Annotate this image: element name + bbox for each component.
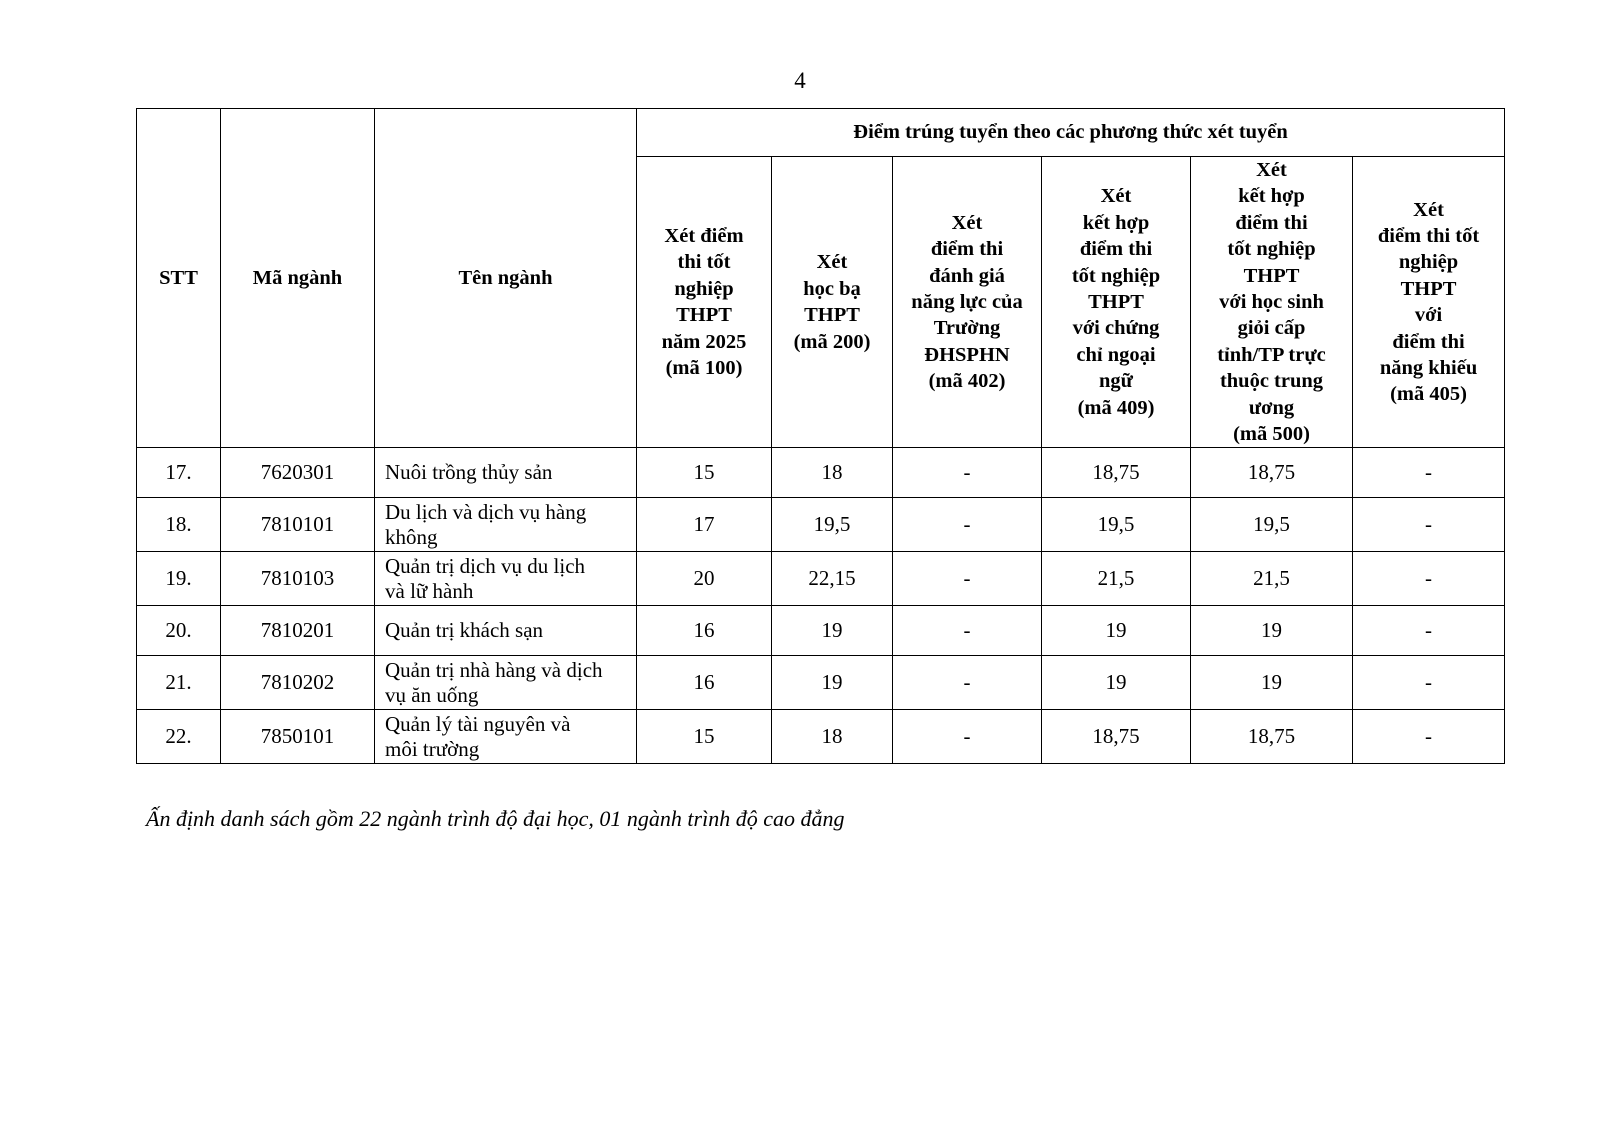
score-method-405: -	[1353, 606, 1505, 656]
score-method-402: -	[893, 710, 1042, 764]
row-stt: 21.	[137, 656, 221, 710]
score-method-200: 19	[772, 656, 893, 710]
score-method-200: 19,5	[772, 498, 893, 552]
score-method-100: 20	[637, 552, 772, 606]
row-stt: 20.	[137, 606, 221, 656]
header-major-code: Mã ngành	[221, 109, 375, 448]
score-method-200: 19	[772, 606, 893, 656]
header-method-100: Xét điểm thi tốt nghiệp THPT năm 2025 (mã 100)	[637, 157, 772, 448]
header-method-500: Xét kết hợp điểm thi tốt nghiệp THPT với học sinh giỏi cấp tỉnh/TP trực thuộc trung ương (mã 500)	[1191, 157, 1353, 448]
row-major-code: 7620301	[221, 448, 375, 498]
header-stt: STT	[137, 109, 221, 448]
row-major-name: Quản trị nhà hàng và dịch vụ ăn uống	[375, 656, 637, 710]
header-method-405: Xét điểm thi tốt nghiệp THPT với điểm thi năng khiếu (mã 405)	[1353, 157, 1505, 448]
score-method-405: -	[1353, 448, 1505, 498]
score-method-402: -	[893, 498, 1042, 552]
table-row	[137, 498, 1505, 552]
score-method-100: 15	[637, 448, 772, 498]
score-method-500: 18,75	[1191, 448, 1353, 498]
table-row	[137, 552, 1505, 606]
score-method-100: 16	[637, 656, 772, 710]
table-row	[137, 656, 1505, 710]
score-method-100: 15	[637, 710, 772, 764]
score-method-409: 18,75	[1042, 448, 1191, 498]
score-method-500: 21,5	[1191, 552, 1353, 606]
score-method-500: 18,75	[1191, 710, 1353, 764]
header-row	[137, 109, 1505, 157]
score-method-402: -	[893, 448, 1042, 498]
score-method-409: 19,5	[1042, 498, 1191, 552]
score-method-500: 19	[1191, 606, 1353, 656]
row-major-code: 7810103	[221, 552, 375, 606]
row-stt: 18.	[137, 498, 221, 552]
score-method-405: -	[1353, 656, 1505, 710]
header-method-200: Xét học bạ THPT (mã 200)	[772, 157, 893, 448]
score-method-409: 19	[1042, 606, 1191, 656]
score-method-405: -	[1353, 498, 1505, 552]
score-method-500: 19,5	[1191, 498, 1353, 552]
score-method-402: -	[893, 552, 1042, 606]
table-row	[137, 710, 1505, 764]
row-major-code: 7850101	[221, 710, 375, 764]
score-method-200: 22,15	[772, 552, 893, 606]
score-method-402: -	[893, 606, 1042, 656]
score-method-409: 21,5	[1042, 552, 1191, 606]
score-method-200: 18	[772, 710, 893, 764]
header-major-name: Tên ngành	[375, 109, 637, 448]
score-method-405: -	[1353, 710, 1505, 764]
row-stt: 19.	[137, 552, 221, 606]
score-method-409: 19	[1042, 656, 1191, 710]
row-major-name: Du lịch và dịch vụ hàng không	[375, 498, 637, 552]
header-admission-methods: Điểm trúng tuyển theo các phương thức xét tuyển	[637, 109, 1505, 157]
admission-scores-table	[136, 108, 1505, 764]
row-major-name: Quản lý tài nguyên và môi trường	[375, 710, 637, 764]
row-stt: 17.	[137, 448, 221, 498]
score-method-100: 17	[637, 498, 772, 552]
score-method-100: 16	[637, 606, 772, 656]
score-method-402: -	[893, 656, 1042, 710]
table-row	[137, 606, 1505, 656]
footnote: Ấn định danh sách gồm 22 ngành trình độ đại học, 01 ngành trình độ cao đẳng	[146, 806, 845, 831]
score-method-500: 19	[1191, 656, 1353, 710]
row-major-name: Nuôi trồng thủy sản	[375, 448, 637, 498]
score-method-200: 18	[772, 448, 893, 498]
score-method-405: -	[1353, 552, 1505, 606]
score-method-409: 18,75	[1042, 710, 1191, 764]
header-method-402: Xét điểm thi đánh giá năng lực của Trường ĐHSPHN (mã 402)	[893, 157, 1042, 448]
row-major-code: 7810202	[221, 656, 375, 710]
row-major-name: Quản trị khách sạn	[375, 606, 637, 656]
row-stt: 22.	[137, 710, 221, 764]
row-major-name: Quản trị dịch vụ du lịch và lữ hành	[375, 552, 637, 606]
row-major-code: 7810201	[221, 606, 375, 656]
header-method-409: Xét kết hợp điểm thi tốt nghiệp THPT với chứng chỉ ngoại ngữ (mã 409)	[1042, 157, 1191, 448]
page-number: 4	[794, 68, 806, 93]
row-major-code: 7810101	[221, 498, 375, 552]
table-row	[137, 448, 1505, 498]
